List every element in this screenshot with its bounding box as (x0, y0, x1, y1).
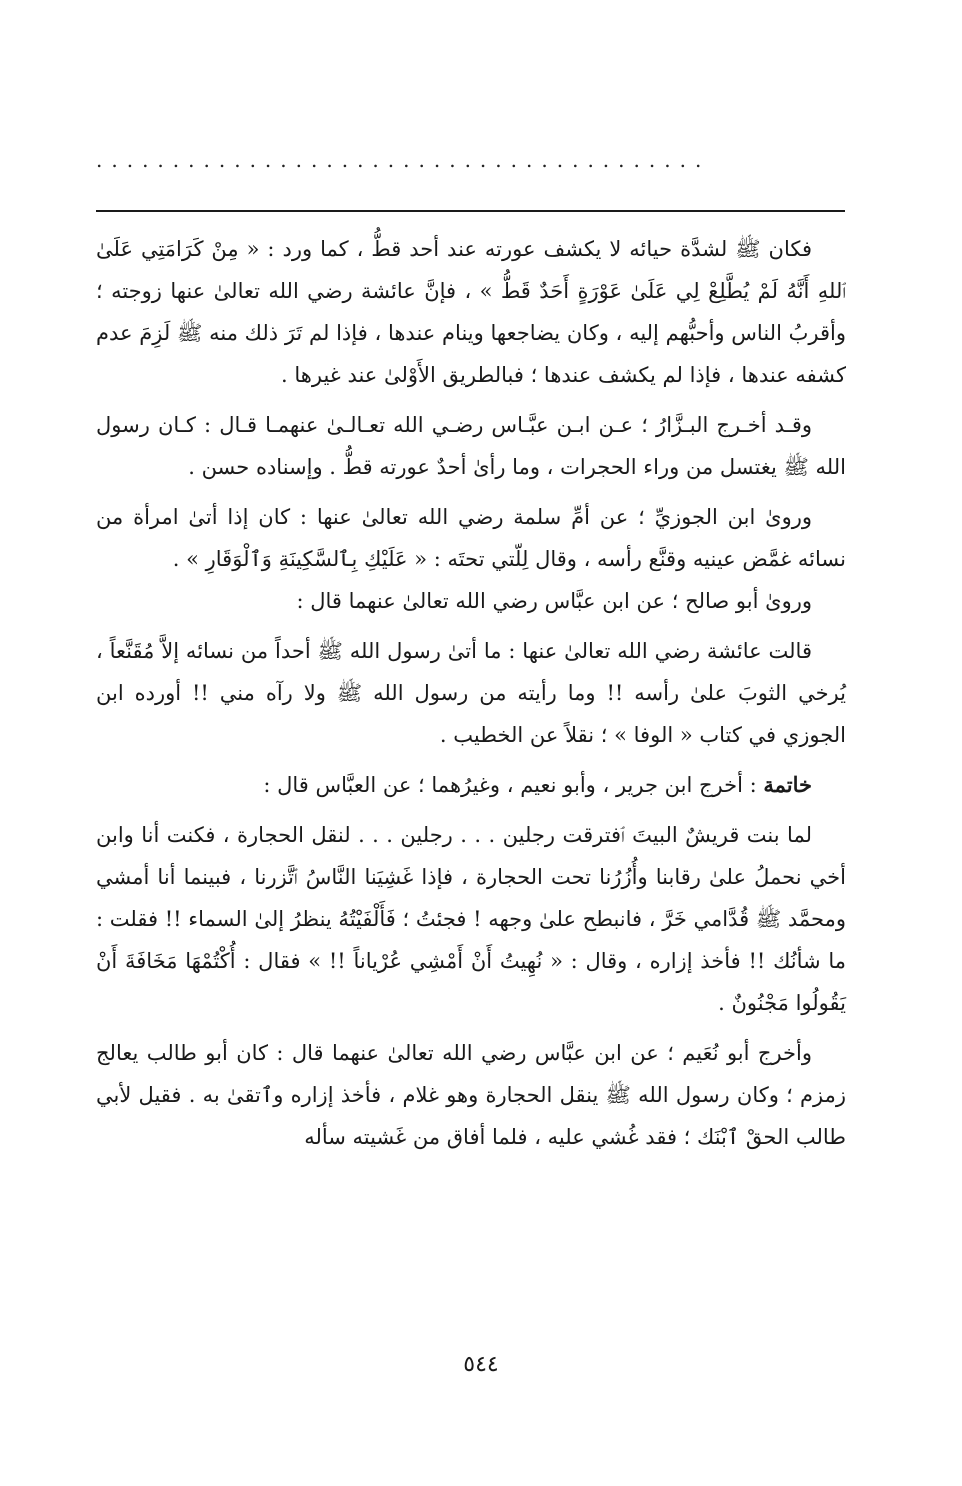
paragraph-ibn-jawzi: وروىٰ ابن الجوزيِّ ؛ عن أمِّ سلمة رضي الله تعالىٰ عنها : كان إذا أتىٰ امرأة من نسائه غمَّض عينيه وقنَّع رأسه ، وقال لِلّتي تحتَه : « عَلَيْكِ بِٱلسَّكِينَةِ وَٱلْوَقَارِ » . (96, 505, 846, 571)
dotted-separator: ........................................ (96, 148, 711, 172)
khatima-text: أخرج ابن جرير ، وأبو نعيم ، وغيرُهما ؛ عن العبَّاس قال : (263, 773, 743, 797)
paragraph-modesty: فكان ﷺ لشدَّة حيائه لا يكشف عورته عند أحد قطُّ ، كما ورد : « مِنْ كَرَامَتِي عَلَىٰ ٱللهِ أَنَّهُ لَمْ يُطَّلِعْ لِي عَلَىٰ عَوْرَةٍ أَحَدٌ قَطُّ » ، فإنَّ عائشة رضي الله تعالىٰ عنها زوجته ؛ وأقربُ الناس وأحبُّهم إليه ، وكان يضاجعها وينام عندها ، فإذا لم تَرَ ذلك منه ﷺ لَزِمَ عدم كشفه عندها ، فإذا لم يكشف عندها ؛ فبالطريق الأَوْلىٰ عند غيرها . (96, 237, 846, 387)
khatima-label: خاتمة (763, 772, 812, 797)
paragraph-abu-salih: وروىٰ أبو صالح ؛ عن ابن عبَّاس رضي الله تعالىٰ عنهما قال : (296, 589, 812, 613)
body-text (96, 228, 846, 1166)
page-number: ٥٤٤ (463, 1352, 499, 1377)
horizontal-rule (96, 210, 845, 212)
paragraph-aisha: قالت عائشة رضي الله تعالىٰ عنها : ما أتىٰ رسول الله ﷺ أحداً من نسائه إلاَّ مُقَنَّعاً ، يُرخي الثوبَ علىٰ رأسه !! وما رأيته من رسول الله ﷺ ولا رآه مني !! أورده ابن الجوزي في كتاب « الوفا » ؛ نقلاً عن الخطيب . (96, 639, 846, 747)
paragraph-abu-nuaym: وأخرج أبو نُعَيم ؛ عن ابن عبَّاس رضي الله تعالىٰ عنهما قال : كان أبو طالب يعالج زمزم ؛ وكان رسول الله ﷺ ينقل الحجارة وهو غلام ، فأخذ إزاره وٱتقىٰ به . فقيل لأبي طالب الحقْ ٱبْنَك ؛ فقد غُشي عليه ، فلما أفاق من غَشيته سأله (96, 1041, 846, 1149)
paragraph-bazzar: وقـد أخـرج البـزَّارُ ؛ عـن ابـن عبَّـاس رضـي الله تعـالـىٰ عنهمـا قـال : كـان رسول الله ﷺ يغتسل من وراء الحجرات ، وما رأىٰ أحدٌ عورته قطُّ . وإسناده حسن . (96, 413, 846, 479)
paragraph-quraysh: لما بنت قريشٌ البيتَ ٱفترقت رجلين . . . رجلين . . . لنقل الحجارة ، فكنت أنا وابن أخي نحملُ علىٰ رقابنا وأُزُرُنا تحت الحجارة ، فإذا غَشِيَنا النَّاسُ ٱتَّزرنا ، فبينما أنا أمشي ومحمَّد ﷺ قُدَّامي خَرَّ ، فانبطح علىٰ وجهه ! فجئتُ ؛ فَأَلْفَيْتُهُ ينظرُ إلىٰ السماء !! فقلت : ما شأنُك !! فأخذ إزاره ، وقال : « نُهِيتُ أَنْ أَمْشِي عُرْياناً !! » فقال : أُكْتُمْهَا مَخَافَةَ أَنْ يَقُولُوا مَجْنُونٌ . (96, 823, 846, 1015)
paragraph-khatima: خاتمة : أخرج ابن جرير ، وأبو نعيم ، وغيرُهما ؛ عن العبَّاس قال : (263, 772, 812, 797)
